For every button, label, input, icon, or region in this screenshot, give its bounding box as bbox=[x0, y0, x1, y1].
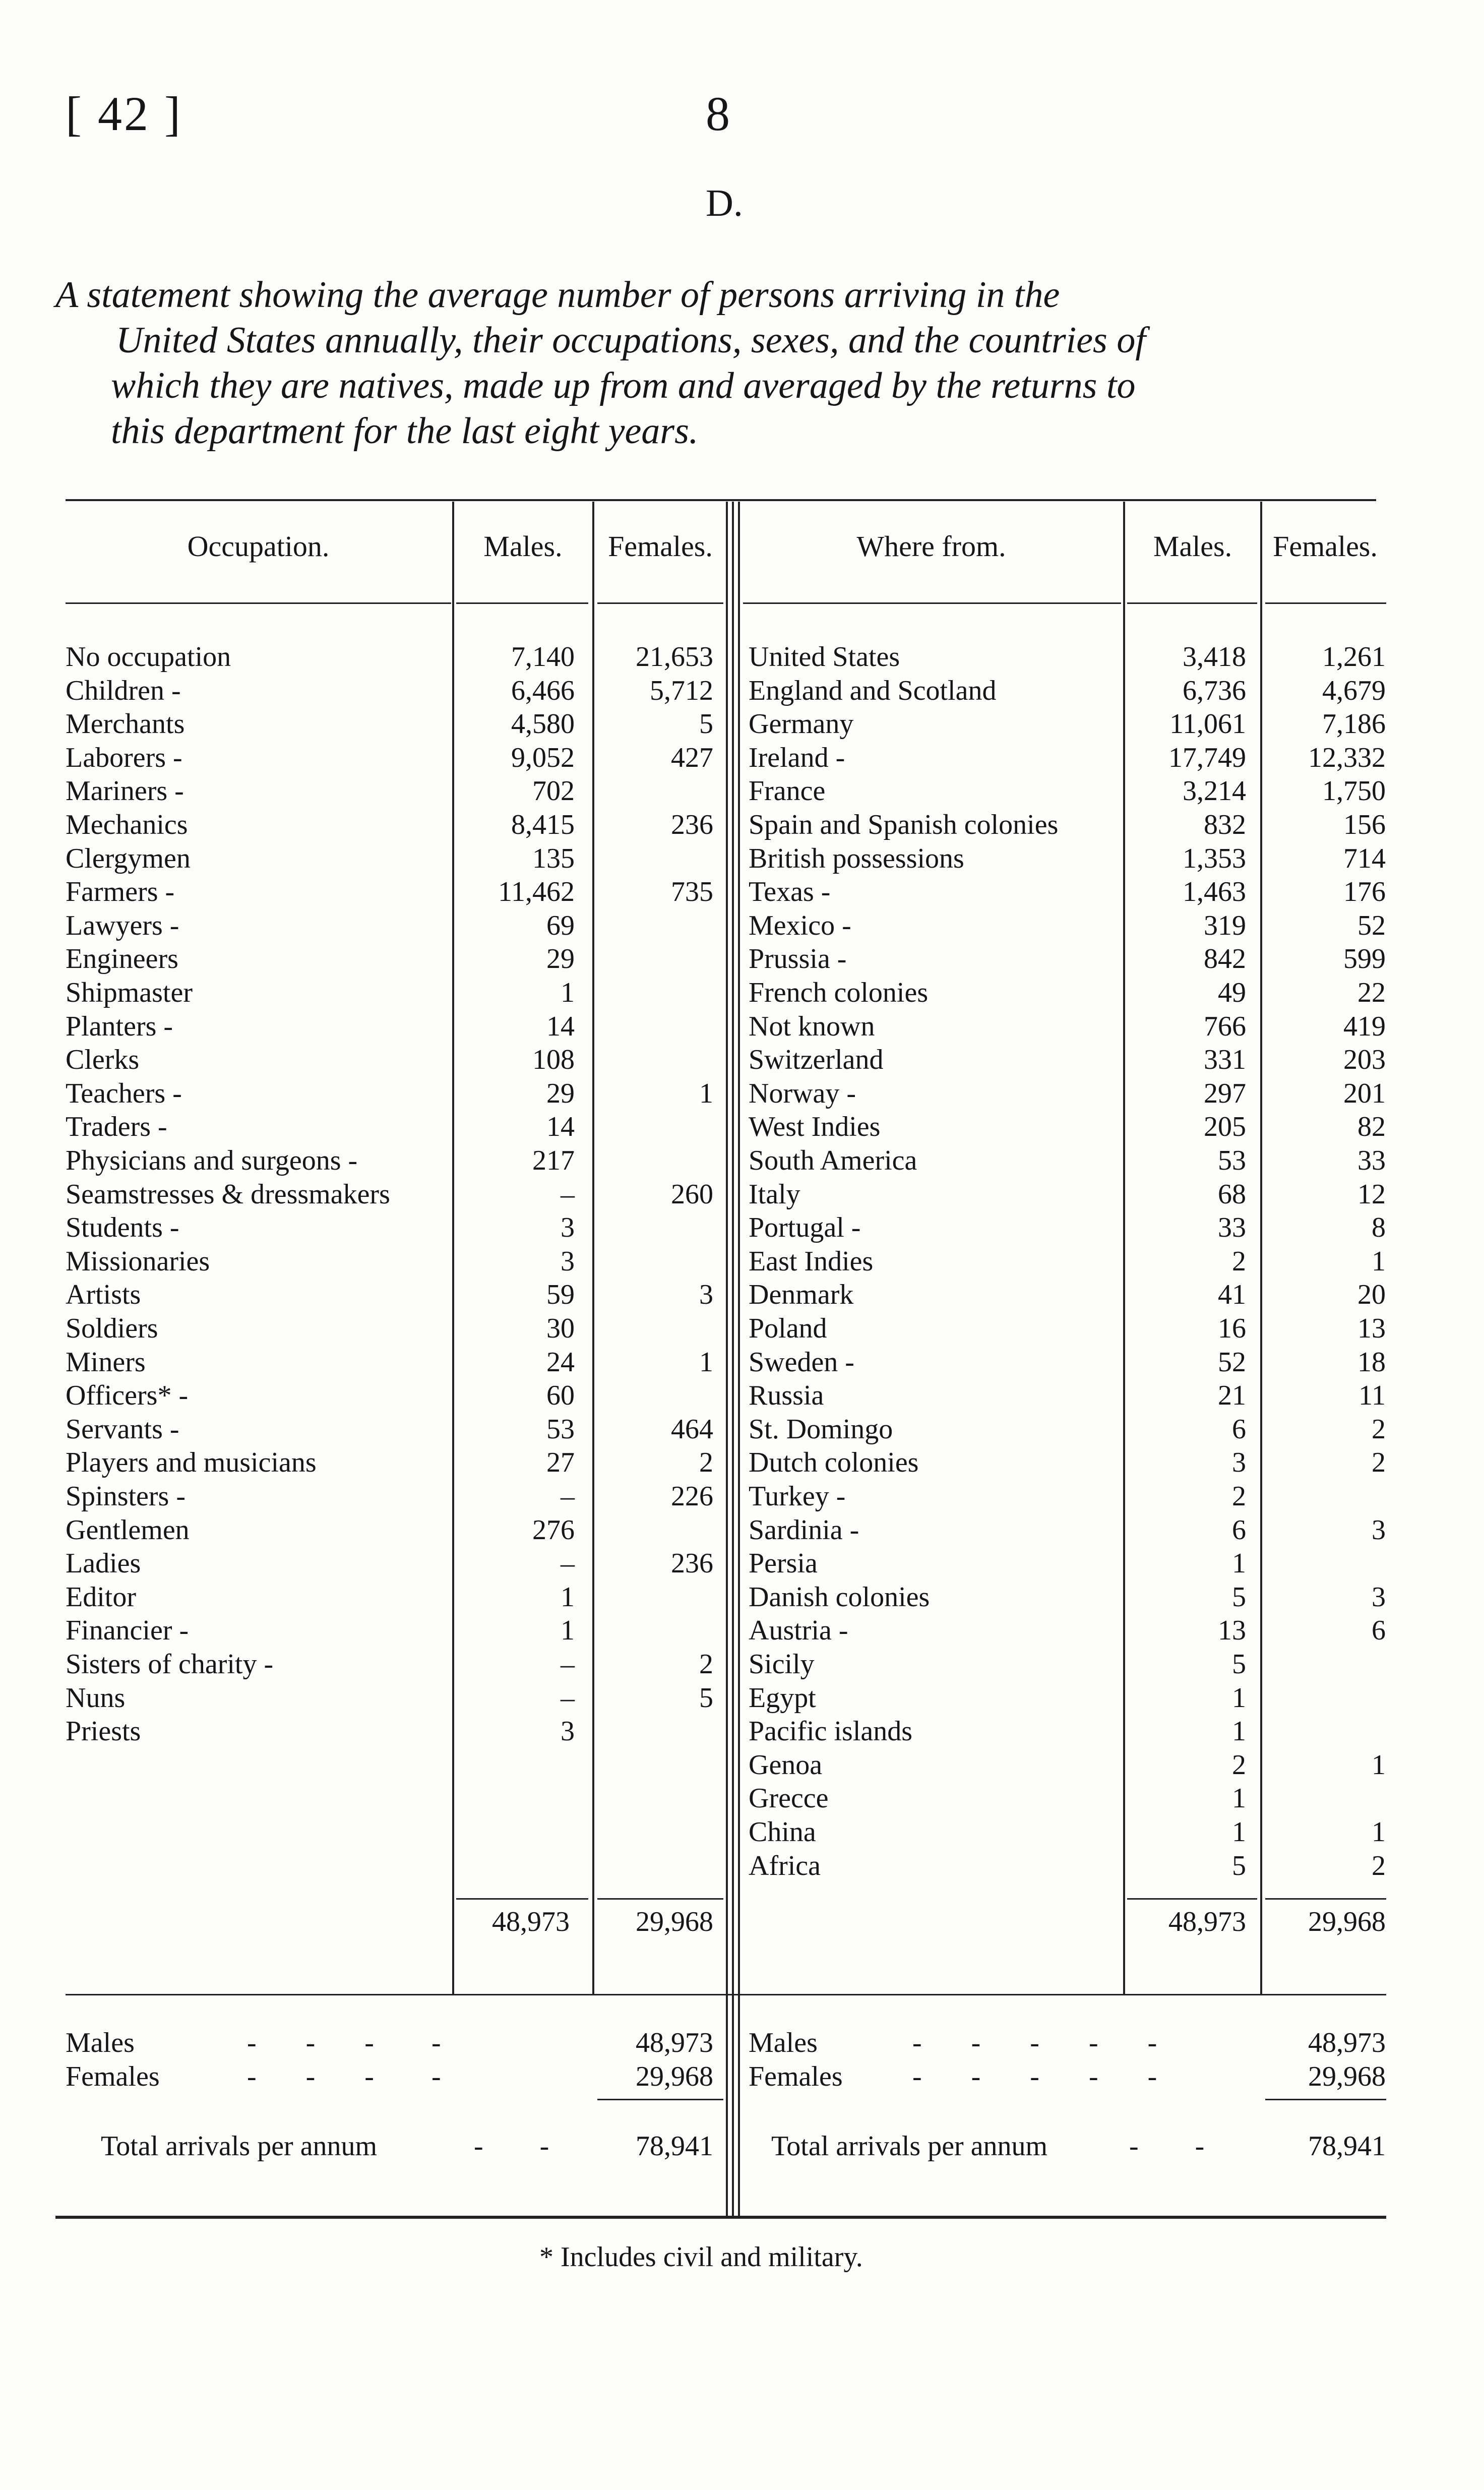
females-cell: 236 bbox=[671, 809, 713, 840]
females-cell bbox=[595, 842, 713, 876]
females-cell: 1 bbox=[1372, 1245, 1386, 1277]
females-cell: 2 bbox=[1372, 1850, 1386, 1881]
occupation-cell: No occupation bbox=[66, 641, 231, 673]
origin-cell: Sweden - bbox=[749, 1346, 854, 1378]
leader-dashes: - - - - - bbox=[912, 2061, 1157, 2092]
males-cell: 33 bbox=[1218, 1212, 1246, 1244]
origin-cell: Austria - bbox=[749, 1615, 848, 1647]
males-cell: 41 bbox=[1218, 1279, 1246, 1311]
origin-cell: Egypt bbox=[749, 1682, 816, 1714]
occupation-cell: Seamstresses & dressmakers bbox=[66, 1178, 390, 1210]
origin-cell: Africa bbox=[749, 1850, 821, 1881]
females-cell: 33 bbox=[1357, 1145, 1386, 1176]
females-cell: 2 bbox=[699, 1447, 713, 1479]
center-divider bbox=[726, 502, 728, 2216]
origin-cell: Italy bbox=[749, 1178, 800, 1210]
males-cell: 11,462 bbox=[498, 876, 575, 908]
summary-females-label: Females bbox=[66, 2061, 160, 2092]
origin-cell: Danish colonies bbox=[749, 1581, 930, 1613]
males-cell: 766 bbox=[1204, 1010, 1246, 1042]
females-cell bbox=[595, 1043, 713, 1077]
males-cell: 205 bbox=[1204, 1111, 1246, 1143]
occupation-cell: Financier - bbox=[66, 1615, 189, 1647]
females-cell: 599 bbox=[1343, 943, 1386, 975]
origin-cell: Pacific islands bbox=[749, 1716, 913, 1747]
males-cell: 1,353 bbox=[1183, 842, 1246, 874]
occupation-cell: Students - bbox=[66, 1212, 179, 1244]
occupation-cell: Lawyers - bbox=[66, 909, 179, 941]
males-cell: 702 bbox=[532, 775, 575, 807]
occupation-cell: Officers* - bbox=[66, 1380, 189, 1412]
summary-males-label: Males bbox=[749, 2027, 818, 2058]
males-cell: 3 bbox=[1232, 1447, 1246, 1479]
center-divider bbox=[732, 502, 734, 2216]
males-cell: 2 bbox=[1232, 1749, 1246, 1781]
occupation-cell: Soldiers bbox=[66, 1313, 158, 1344]
males-cell: 53 bbox=[546, 1413, 575, 1445]
total-rule bbox=[1127, 1898, 1257, 1900]
col-header-occupation: Occupation. bbox=[187, 530, 330, 563]
males-cell: 3 bbox=[561, 1716, 575, 1747]
females-cell bbox=[595, 942, 713, 976]
occupation-cell: Children - bbox=[66, 675, 181, 706]
males-cell: 53 bbox=[1218, 1145, 1246, 1176]
occupation-cell: Spinsters - bbox=[66, 1481, 186, 1512]
header-rule bbox=[66, 602, 451, 604]
females-cell bbox=[595, 1513, 713, 1547]
females-cell: 3 bbox=[699, 1279, 713, 1311]
males-cell: 21 bbox=[1218, 1380, 1246, 1412]
males-cell: – bbox=[561, 1682, 575, 1714]
females-cell: 52 bbox=[1357, 909, 1386, 941]
males-cell: 276 bbox=[532, 1514, 575, 1546]
occupation-cell: Ladies bbox=[66, 1548, 141, 1580]
origin-cell: Sardinia - bbox=[749, 1514, 859, 1546]
summary-subtotal-rule bbox=[597, 2099, 723, 2100]
males-cell: 4,580 bbox=[511, 708, 575, 740]
males-cell: 17,749 bbox=[1168, 742, 1246, 773]
males-cell: 3,418 bbox=[1183, 641, 1246, 673]
females-cell bbox=[595, 1245, 713, 1279]
col-header-males: Males. bbox=[483, 530, 563, 563]
males-cell: 5 bbox=[1232, 1581, 1246, 1613]
females-cell bbox=[1262, 1782, 1386, 1815]
footnote: * Includes civil and military. bbox=[539, 2241, 863, 2273]
males-cell: 29 bbox=[546, 1077, 575, 1109]
origin-cell: Genoa bbox=[749, 1749, 823, 1781]
males-cell: 30 bbox=[546, 1313, 575, 1344]
occupation-cell: Farmers - bbox=[66, 876, 175, 908]
origin-cell: Russia bbox=[749, 1380, 824, 1412]
males-cell: – bbox=[561, 1481, 575, 1512]
males-cell: 16 bbox=[1218, 1313, 1246, 1344]
females-cell bbox=[595, 1614, 713, 1648]
females-cell: 260 bbox=[671, 1178, 713, 1210]
females-cell: 236 bbox=[671, 1548, 713, 1580]
total-rule bbox=[456, 1898, 588, 1900]
summary-females-value: 29,968 bbox=[1308, 2061, 1386, 2092]
origin-cell: China bbox=[749, 1816, 816, 1848]
leader-dashes: - - - - - bbox=[912, 2027, 1157, 2058]
origin-cell: Portugal - bbox=[749, 1212, 861, 1244]
males-cell: 1 bbox=[1232, 1682, 1246, 1714]
males-cell: 1 bbox=[1232, 1716, 1246, 1747]
females-cell: 2 bbox=[1372, 1413, 1386, 1445]
occupation-cell: Clergymen bbox=[66, 842, 191, 874]
summary-subtotal-rule bbox=[1265, 2099, 1386, 2100]
males-cell: 59 bbox=[546, 1279, 575, 1311]
females-cell bbox=[595, 1144, 713, 1178]
females-cell: 7,186 bbox=[1322, 708, 1386, 740]
leader-dashes: - - - - bbox=[247, 2027, 442, 2058]
occupation-cell: Merchants bbox=[66, 708, 185, 740]
occupation-cell: Traders - bbox=[66, 1111, 167, 1143]
left-total-males: 48,973 bbox=[492, 1906, 570, 1937]
females-cell bbox=[1262, 1715, 1386, 1748]
females-cell bbox=[1262, 1547, 1386, 1581]
males-cell: 297 bbox=[1204, 1077, 1246, 1109]
females-cell bbox=[595, 976, 713, 1010]
origin-cell: St. Domingo bbox=[749, 1413, 893, 1445]
leader-dashes: - - bbox=[474, 2131, 549, 2162]
males-cell: 14 bbox=[546, 1111, 575, 1143]
header-rule bbox=[597, 602, 723, 604]
origin-cell: United States bbox=[749, 641, 900, 673]
females-cell: 4,679 bbox=[1322, 675, 1386, 706]
males-cell: 1 bbox=[1232, 1816, 1246, 1848]
males-cell: 68 bbox=[1218, 1178, 1246, 1210]
males-cell: 29 bbox=[546, 943, 575, 975]
males-cell: 3 bbox=[561, 1212, 575, 1244]
col-header-females: Females. bbox=[1273, 530, 1378, 563]
occupation-cell: Miners bbox=[66, 1346, 146, 1378]
females-cell: 12 bbox=[1357, 1178, 1386, 1210]
right-total-males: 48,973 bbox=[1168, 1906, 1246, 1937]
females-cell: 714 bbox=[1343, 842, 1386, 874]
summary-total-value: 78,941 bbox=[1308, 2131, 1386, 2162]
males-cell: 9,052 bbox=[511, 742, 575, 773]
summary-total-label: Total arrivals per annum bbox=[771, 2131, 1048, 2162]
males-cell: 6 bbox=[1232, 1514, 1246, 1546]
occupation-cell: Shipmaster bbox=[66, 977, 193, 1008]
document-title bbox=[55, 272, 1416, 454]
title-line: which they are natives, made up from and averaged by the returns to bbox=[111, 365, 1136, 406]
females-cell bbox=[595, 1312, 713, 1346]
summary-males-value: 48,973 bbox=[636, 2027, 713, 2058]
origin-cell: Spain and Spanish colonies bbox=[749, 809, 1059, 840]
males-cell: 319 bbox=[1204, 909, 1246, 941]
males-cell: 6,466 bbox=[511, 675, 575, 706]
females-cell: 5,712 bbox=[650, 675, 713, 706]
males-cell: 5 bbox=[1232, 1850, 1246, 1881]
occupation-cell: Clerks bbox=[66, 1044, 140, 1076]
origin-cell: Denmark bbox=[749, 1279, 854, 1311]
females-cell: 3 bbox=[1372, 1581, 1386, 1613]
females-cell: 8 bbox=[1372, 1212, 1386, 1244]
header-rule bbox=[1265, 602, 1386, 604]
males-cell: 6,736 bbox=[1183, 675, 1246, 706]
males-cell: 331 bbox=[1204, 1044, 1246, 1076]
occupation-cell: Nuns bbox=[66, 1682, 126, 1714]
origin-cell: Prussia - bbox=[749, 943, 847, 975]
females-cell bbox=[1262, 1480, 1386, 1513]
origin-cell: France bbox=[749, 775, 826, 807]
females-cell: 5 bbox=[699, 1682, 713, 1714]
females-cell: 82 bbox=[1357, 1111, 1386, 1143]
females-cell: 20 bbox=[1357, 1279, 1386, 1311]
occupation-cell: Planters - bbox=[66, 1010, 173, 1042]
origin-cell: Ireland - bbox=[749, 742, 845, 773]
females-cell: 1 bbox=[699, 1077, 713, 1109]
females-cell bbox=[595, 1715, 713, 1748]
occupation-cell: Engineers bbox=[66, 943, 178, 975]
males-cell: 13 bbox=[1218, 1615, 1246, 1647]
summary-males-value: 48,973 bbox=[1308, 2027, 1386, 2058]
col-divider bbox=[592, 502, 594, 1994]
females-cell: 201 bbox=[1343, 1077, 1386, 1109]
females-cell: 21,653 bbox=[636, 641, 713, 673]
summary-males-label: Males bbox=[66, 2027, 135, 2058]
col-header-where-from: Where from. bbox=[856, 530, 1006, 563]
origin-cell: East Indies bbox=[749, 1245, 874, 1277]
females-cell: 12,332 bbox=[1308, 742, 1386, 773]
males-cell: 3 bbox=[561, 1245, 575, 1277]
females-cell bbox=[1262, 1681, 1386, 1715]
males-cell: 6 bbox=[1232, 1413, 1246, 1445]
males-cell: 1 bbox=[1232, 1783, 1246, 1814]
males-cell: 8,415 bbox=[511, 809, 575, 840]
females-cell bbox=[595, 909, 713, 943]
males-cell: 1 bbox=[561, 1615, 575, 1647]
males-cell: – bbox=[561, 1178, 575, 1210]
header-rule bbox=[456, 602, 588, 604]
females-cell: 22 bbox=[1357, 977, 1386, 1008]
header-rule bbox=[1127, 602, 1257, 604]
title-line: this department for the last eight years. bbox=[111, 410, 699, 452]
occupation-cell: Mechanics bbox=[66, 809, 188, 840]
center-divider bbox=[738, 502, 740, 2216]
females-cell bbox=[595, 1211, 713, 1245]
occupation-cell: Gentlemen bbox=[66, 1514, 190, 1546]
males-cell: 11,061 bbox=[1169, 708, 1246, 740]
origin-cell: British possessions bbox=[749, 842, 964, 874]
origin-cell: Sicily bbox=[749, 1649, 815, 1680]
col-header-males: Males. bbox=[1153, 530, 1232, 563]
females-cell: 464 bbox=[671, 1413, 713, 1445]
title-line: United States annually, their occupations, sexes, and the countries of bbox=[116, 320, 1146, 361]
males-cell: 1 bbox=[561, 1581, 575, 1613]
origin-cell: Not known bbox=[749, 1010, 875, 1042]
origin-cell: Texas - bbox=[749, 876, 831, 908]
occupation-cell: Priests bbox=[66, 1716, 141, 1747]
females-cell: 1 bbox=[1372, 1816, 1386, 1848]
females-cell bbox=[1262, 1648, 1386, 1681]
bracket-page-number: [ 42 ] bbox=[66, 87, 182, 141]
origin-cell: West Indies bbox=[749, 1111, 881, 1143]
origin-cell: Germany bbox=[749, 708, 854, 740]
females-cell bbox=[595, 1581, 713, 1614]
males-cell: 60 bbox=[546, 1380, 575, 1412]
females-cell: 11 bbox=[1358, 1380, 1386, 1412]
males-cell: 2 bbox=[1232, 1245, 1246, 1277]
summary-total-value: 78,941 bbox=[636, 2131, 713, 2162]
females-cell: 13 bbox=[1357, 1313, 1386, 1344]
origin-cell: Persia bbox=[749, 1548, 818, 1580]
females-cell bbox=[595, 774, 713, 808]
males-cell: 832 bbox=[1204, 809, 1246, 840]
males-cell: 27 bbox=[546, 1447, 575, 1479]
males-cell: 69 bbox=[546, 909, 575, 941]
females-cell bbox=[595, 1110, 713, 1144]
total-rule bbox=[1265, 1898, 1386, 1900]
table-top-rule bbox=[66, 499, 1376, 501]
left-total-females: 29,968 bbox=[636, 1906, 713, 1937]
origin-cell: Turkey - bbox=[749, 1481, 846, 1512]
males-cell: 52 bbox=[1218, 1346, 1246, 1378]
females-cell: 1 bbox=[1372, 1749, 1386, 1781]
origin-cell: Switzerland bbox=[749, 1044, 884, 1076]
origin-cell: England and Scotland bbox=[749, 675, 997, 706]
males-cell: 3,214 bbox=[1183, 775, 1246, 807]
females-cell: 419 bbox=[1343, 1010, 1386, 1042]
summary-rule bbox=[66, 1994, 1386, 1995]
leader-dashes: - - - - bbox=[247, 2061, 442, 2092]
summary-total-label: Total arrivals per annum bbox=[101, 2131, 378, 2162]
males-cell: 842 bbox=[1204, 943, 1246, 975]
females-cell: 203 bbox=[1343, 1044, 1386, 1076]
occupation-cell: Missionaries bbox=[66, 1245, 210, 1277]
females-cell: 2 bbox=[1372, 1447, 1386, 1479]
occupation-cell: Players and musicians bbox=[66, 1447, 317, 1479]
males-cell: 24 bbox=[546, 1346, 575, 1378]
origin-cell: South America bbox=[749, 1145, 917, 1176]
origin-cell: Mexico - bbox=[749, 909, 851, 941]
females-cell: 735 bbox=[671, 876, 713, 908]
females-cell: 1,261 bbox=[1322, 641, 1386, 673]
occupation-cell: Physicians and surgeons - bbox=[66, 1145, 358, 1176]
females-cell: 1,750 bbox=[1322, 775, 1386, 807]
males-cell: 5 bbox=[1232, 1649, 1246, 1680]
right-total-females: 29,968 bbox=[1308, 1906, 1386, 1937]
females-cell bbox=[595, 1379, 713, 1413]
origin-cell: French colonies bbox=[749, 977, 929, 1008]
occupation-cell: Artists bbox=[66, 1279, 141, 1311]
section-letter: D. bbox=[706, 182, 743, 224]
females-cell: 427 bbox=[671, 742, 713, 773]
females-cell: 176 bbox=[1343, 876, 1386, 908]
occupation-cell: Mariners - bbox=[66, 775, 184, 807]
males-cell: 1 bbox=[561, 977, 575, 1008]
col-header-females: Females. bbox=[608, 530, 713, 563]
total-rule bbox=[597, 1898, 723, 1900]
females-cell: 18 bbox=[1357, 1346, 1386, 1378]
females-cell: 156 bbox=[1343, 809, 1386, 840]
females-cell: 2 bbox=[699, 1649, 713, 1680]
females-cell: 5 bbox=[699, 708, 713, 740]
header-rule bbox=[743, 602, 1121, 604]
occupation-cell: Editor bbox=[66, 1581, 136, 1613]
males-cell: 2 bbox=[1232, 1481, 1246, 1512]
males-cell: 49 bbox=[1218, 977, 1246, 1008]
females-cell: 3 bbox=[1372, 1514, 1386, 1546]
males-cell: 1,463 bbox=[1183, 876, 1246, 908]
males-cell: – bbox=[561, 1548, 575, 1580]
males-cell: 135 bbox=[532, 842, 575, 874]
origin-cell: Dutch colonies bbox=[749, 1447, 919, 1479]
occupation-cell: Sisters of charity - bbox=[66, 1649, 274, 1680]
leader-dashes: - - bbox=[1129, 2131, 1205, 2162]
males-cell: 217 bbox=[532, 1145, 575, 1176]
origin-cell: Norway - bbox=[749, 1077, 856, 1109]
page-number: 8 bbox=[706, 87, 730, 141]
males-cell: 14 bbox=[546, 1010, 575, 1042]
females-cell bbox=[595, 1010, 713, 1044]
table-bottom-rule bbox=[55, 2216, 1386, 2219]
females-cell: 6 bbox=[1372, 1615, 1386, 1647]
occupation-cell: Teachers - bbox=[66, 1077, 182, 1109]
males-cell: 7,140 bbox=[511, 641, 575, 673]
occupation-cell: Servants - bbox=[66, 1413, 179, 1445]
males-cell: 108 bbox=[532, 1044, 575, 1076]
males-cell: – bbox=[561, 1649, 575, 1680]
origin-cell: Poland bbox=[749, 1313, 827, 1344]
females-cell: 226 bbox=[671, 1481, 713, 1512]
females-cell: 1 bbox=[699, 1346, 713, 1378]
occupation-cell: Laborers - bbox=[66, 742, 182, 773]
summary-females-value: 29,968 bbox=[636, 2061, 713, 2092]
summary-females-label: Females bbox=[749, 2061, 843, 2092]
males-cell: 1 bbox=[1232, 1548, 1246, 1580]
origin-cell: Grecce bbox=[749, 1783, 829, 1814]
title-line: A statement showing the average number of persons arriving in the bbox=[55, 274, 1060, 316]
